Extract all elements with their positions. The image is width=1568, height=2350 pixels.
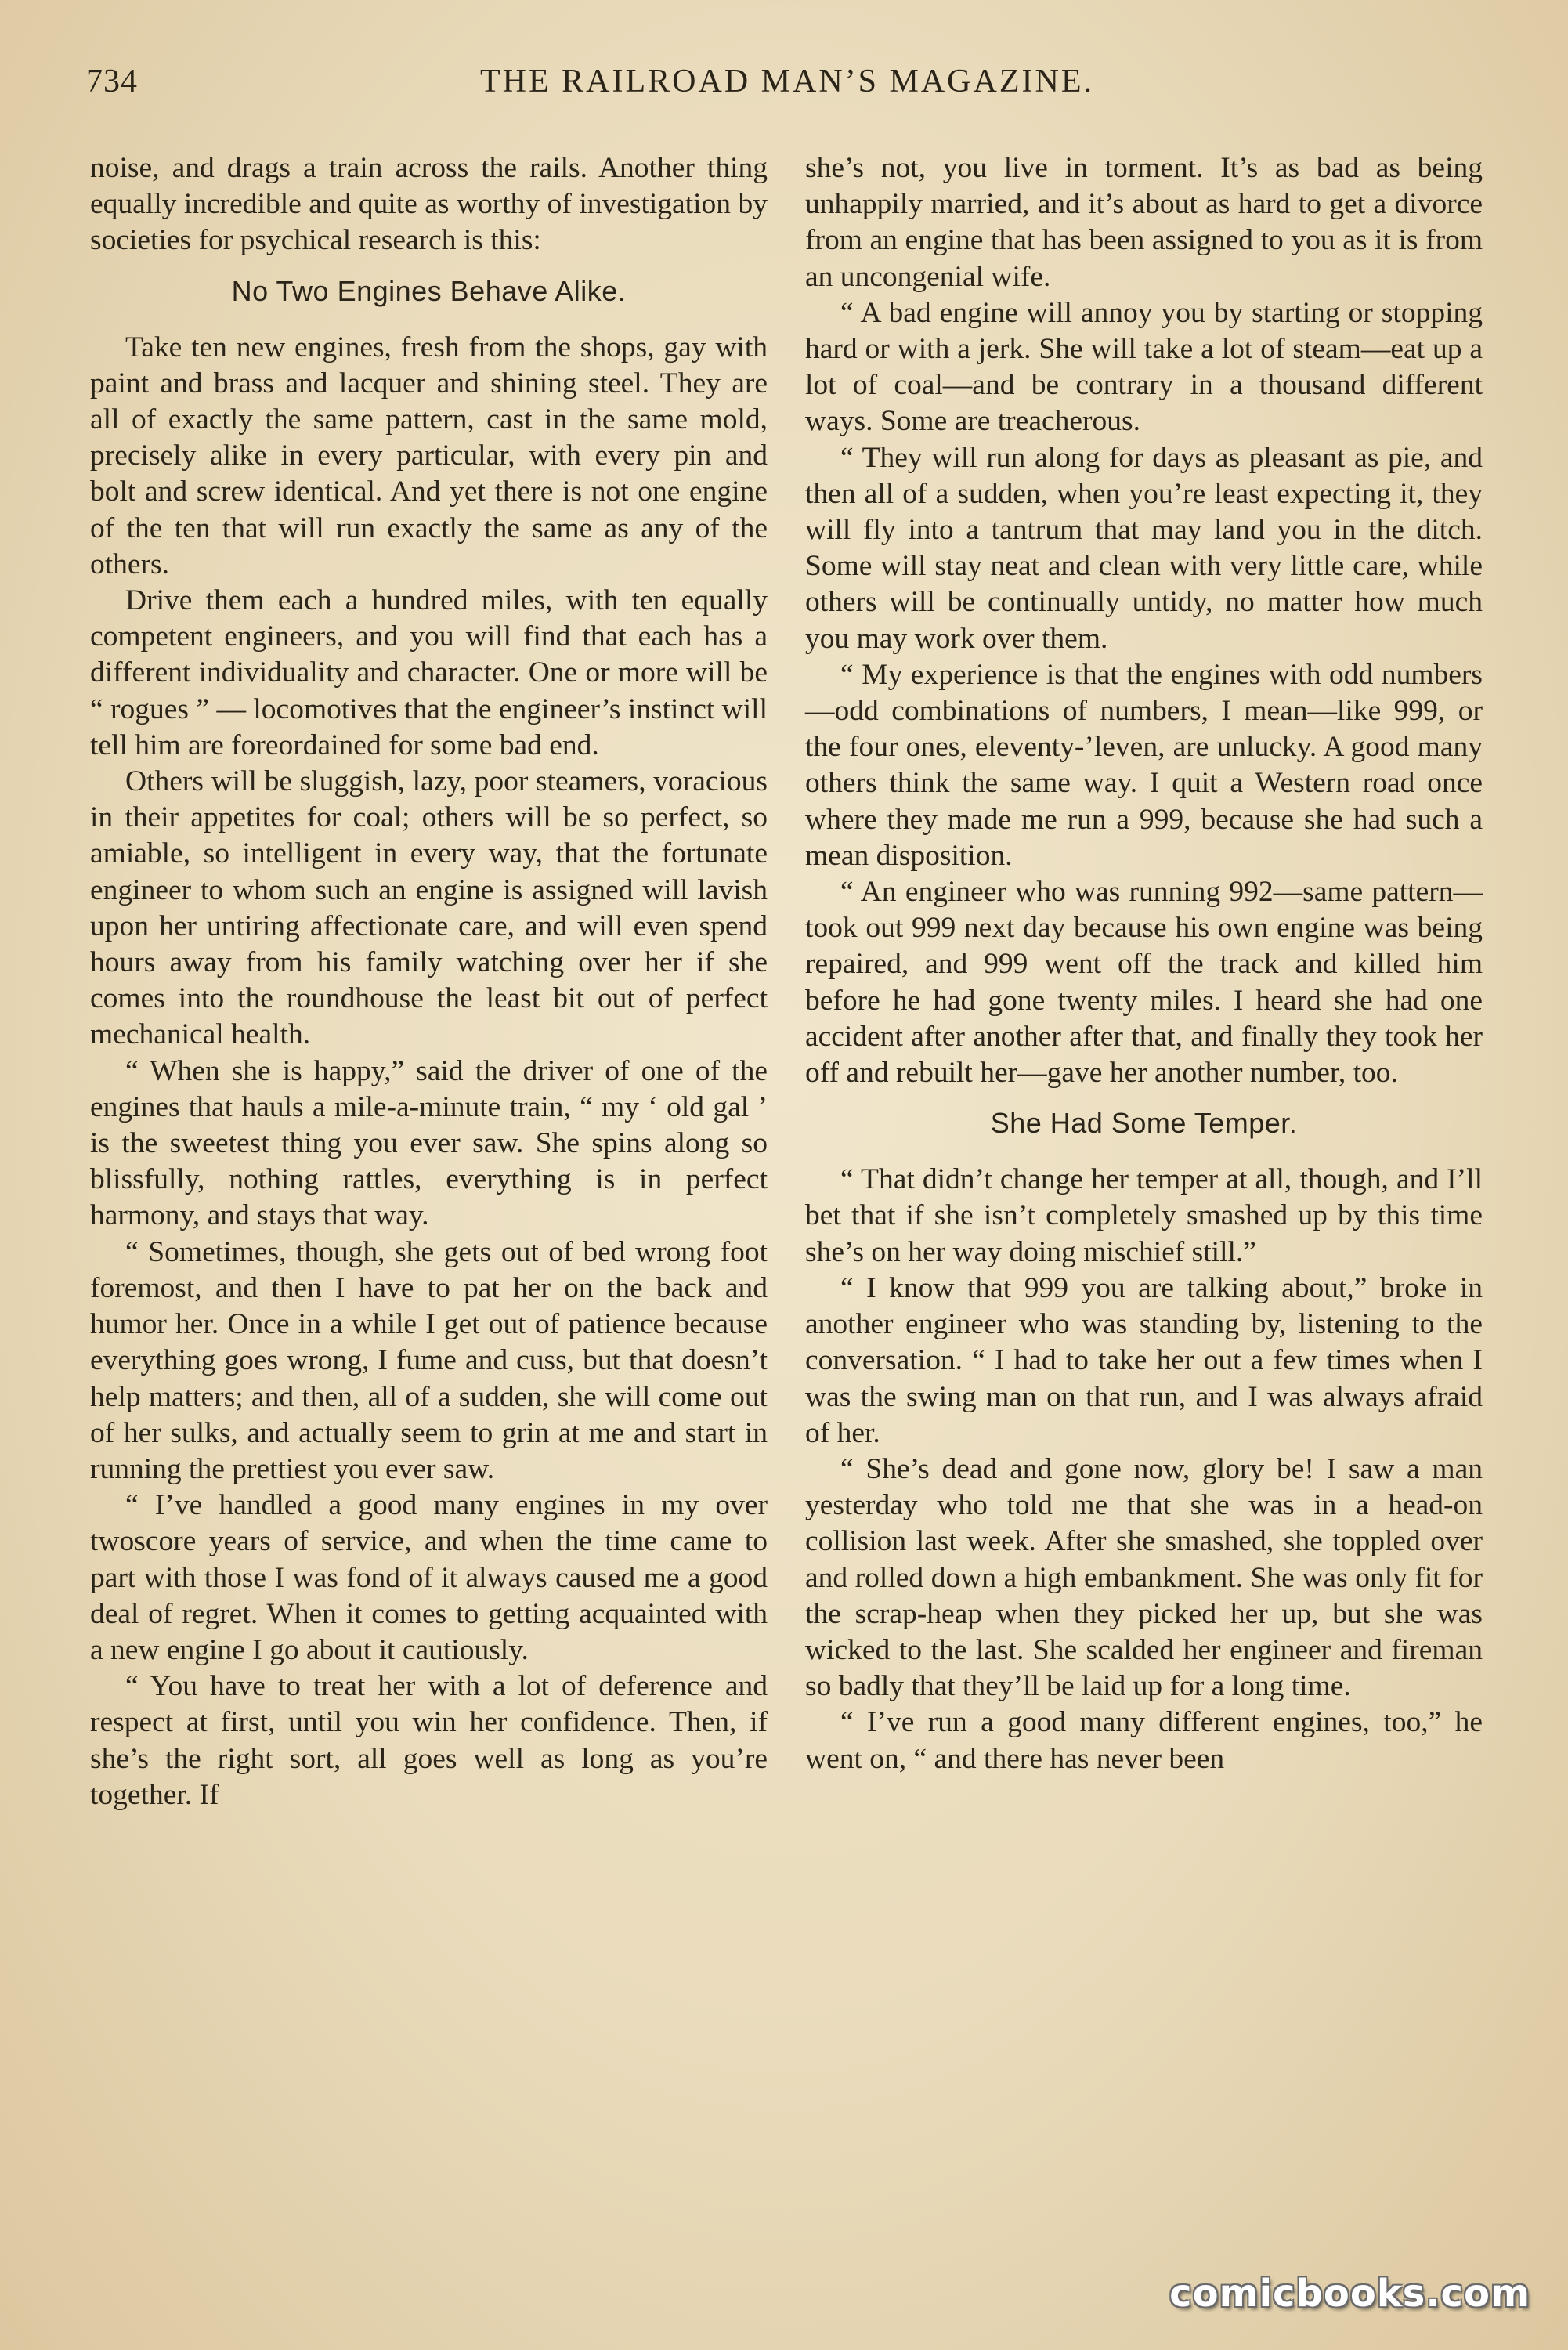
section-heading: She Had Some Temper.	[990, 1107, 1298, 1140]
paragraph: “ They will run along for days as pleasant as pie, and then all of a sudden, when you’re least expecting it, they will fly into a tantrum that may land you in the ditch. Some will stay neat and clean with very little care, while others will be continually untidy, no matter how much you may work over them.	[805, 441, 1483, 655]
page-header	[86, 63, 1488, 118]
section-heading: No Two Engines Behave Alike.	[231, 274, 627, 307]
paragraph: “ My experience is that the engines with odd numbers—odd combinations of numbers, I mean—like 999, or the four ones, eleventy-’leven, are unlucky. A good many others think the same way. I quit a Western road once where they made me run a 999, because she had such a mean disposition.	[805, 658, 1483, 872]
paragraph: “ I know that 999 you are talking about,” broke in another engineer who was standing by, listening to the conversation. “ I had to take her out a few times when I was the swing man on that run, and I was always afraid of her.	[805, 1271, 1483, 1449]
paragraph: “ I’ve run a good many different engines, too,” he went on, “ and there has never been	[805, 1706, 1483, 1775]
paragraph: she’s not, you live in torment. It’s as bad as being unhappily married, and it’s about as hard to get a divorce from an engine that has been assigned to you as it is from an uncongenial wife.	[805, 152, 1483, 293]
paragraph: noise, and drags a train across the rails. Another thing equally incredible and quite as worthy of investigation by societies for psychical research is this:	[90, 152, 768, 257]
paragraph: “ She’s dead and gone now, glory be! I saw a man yesterday who told me that she was in a head-on collision last week. After she smashed, she toppled over and rolled down a high embankment. She was only fit for the scrap-heap when they picked her up, but she was wicked to the last. She scalded her engineer and fireman so badly that they’ll be laid up for a long time.	[805, 1452, 1483, 1703]
paragraph: “ When she is happy,” said the driver of one of the engines that hauls a mile-a-minute train, “ my ‘ old gal ’ is the sweetest thing you ever saw. She spins along so blissfully, nothing rattles, everything is in perfect harmony, and stays that way.	[90, 1054, 768, 1232]
paragraph: “ You have to treat her with a lot of deference and respect at first, until you win her confidence. Then, if she’s the right sort, all goes well as long as you’re together. If	[90, 1670, 768, 1811]
running-head: THE RAILROAD MAN’S MAGAZINE.	[480, 63, 1094, 99]
right-column	[805, 150, 1483, 1777]
paragraph: “ A bad engine will annoy you by starting or stopping hard or with a jerk. She will take a lot of steam—eat up a lot of coal—and be contrary in a thousand different ways. Some are treacherous.	[805, 296, 1483, 438]
paragraph: Take ten new engines, fresh from the shops, gay with paint and brass and lacquer and shining steel. They are all of exactly the same pattern, cast in the same mold, precisely alike in every particular, with every pin and bolt and screw identical. And yet there is not one engine of the ten that will run exactly the same as any of the others.	[90, 331, 768, 580]
paragraph: “ Sometimes, though, she gets out of bed wrong foot foremost, and then I have to pat her on the back and humor her. Once in a while I get out of patience because everything goes wrong, I fume and cuss, but that doesn’t help matters; and then, all of a sudden, she will come out of her sulks, and actually seem to grin at me and start in running the prettiest you ever saw.	[90, 1235, 768, 1485]
paragraph: “ I’ve handled a good many engines in my over twoscore years of service, and when the time came to part with those I was fond of it always caused me a good deal of regret. When it comes to getting acquainted with a new engine I go about it cautiously.	[90, 1489, 768, 1666]
paragraph: Drive them each a hundred miles, with ten equally competent engineers, and you will find that each has a different individuality and character. One or more will be “ rogues ” — locomotives that the engineer’s instinct will tell him are foreordained for some bad end.	[90, 584, 768, 761]
left-column	[90, 150, 768, 1813]
watermark-logo: comicbooks.com	[1169, 2272, 1530, 2316]
paragraph: “ An engineer who was running 992—same pattern—took out 999 next day because his own engine was being repaired, and 999 went off the track and killed him before he had gone twenty miles. I heard she had one accident after another after that, and finally they took her off and rebuilt her—gave her another number, too.	[805, 876, 1483, 1090]
paragraph: “ That didn’t change her temper at all, though, and I’ll bet that if she isn’t completely smashed up by this time she’s on her way doing mischief still.”	[805, 1163, 1483, 1268]
page-number: 734	[86, 63, 138, 99]
paragraph: Others will be sluggish, lazy, poor steamers, voracious in their appetites for coal; others will be so perfect, so amiable, so intelligent in every way, that the fortunate engineer to whom such an engine is assigned will lavish upon her untiring affectionate care, and will even spend hours away from his family watching over her if she comes into the roundhouse the least bit out of perfect mechanical health.	[90, 765, 768, 1051]
